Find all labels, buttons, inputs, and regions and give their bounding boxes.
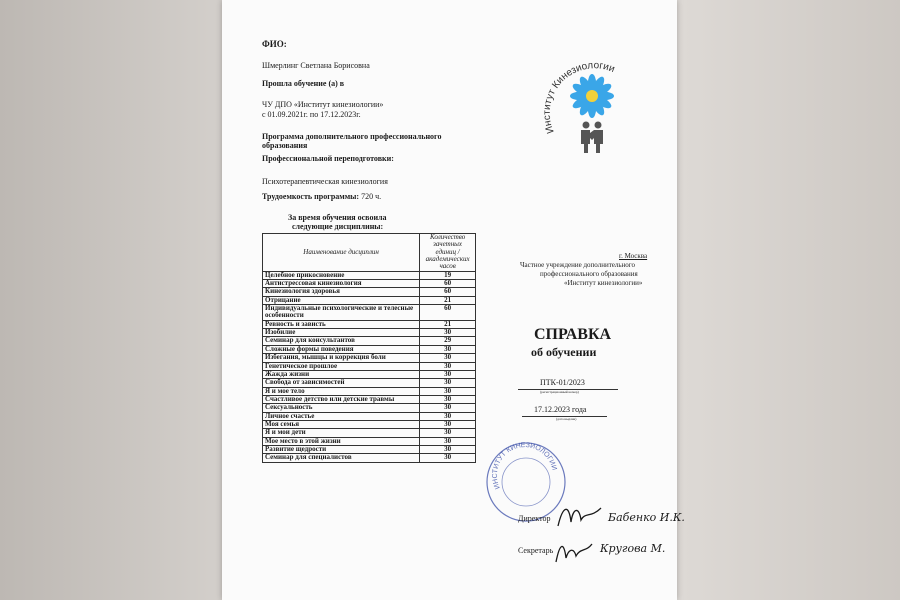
disciplines-intro-line1: За время обучения освоила (288, 213, 387, 222)
background-left (0, 0, 250, 600)
issue-date: 17.12.2023 года (534, 405, 587, 414)
director-signature-mark (555, 500, 605, 530)
table-row (263, 454, 476, 462)
discipline-hours: 29 (420, 337, 476, 345)
discipline-hours: 30 (420, 454, 476, 462)
certificate-title: СПРАВКА (534, 326, 612, 343)
table-row (263, 354, 476, 362)
table-row (263, 379, 476, 387)
registration-caption: (регистрационный номер) (540, 390, 579, 394)
issue-date-caption: (дата выдачи) (556, 417, 577, 421)
discipline-name: Индивидуальные психологические и телесные особенности (263, 305, 420, 321)
workload-value: 720 ч. (361, 192, 382, 201)
secretary-signature: Кругова М. (600, 542, 666, 555)
logo-text: Институт Кинезиологии (542, 60, 617, 135)
discipline-hours: 21 (420, 320, 476, 328)
people-figures-icon (581, 122, 603, 154)
secretary-signature-mark (552, 538, 594, 566)
discipline-hours: 30 (420, 370, 476, 378)
program-label-line1: Программа дополнительного профессионального (262, 132, 442, 141)
fio-label: ФИО: (262, 39, 287, 49)
org-name: ЧУ ДПО «Институт кинезиологии» (262, 100, 384, 109)
director-label: Директор (518, 514, 551, 523)
trained-label: Прошла обучение (а) в (262, 79, 345, 88)
discipline-hours: 21 (420, 296, 476, 304)
fio-value: Шмерлинг Светлана Борисовна (262, 61, 370, 70)
discipline-name: Свобода от зависимостей (263, 379, 420, 387)
disciplines-table (262, 233, 476, 463)
retraining-label: Профессиональной переподготовки: (262, 154, 394, 163)
table-row (263, 288, 476, 296)
institute-logo (542, 52, 647, 157)
workload-label: Трудоемкость программы: (262, 192, 360, 201)
discipline-name: Моя семья (263, 420, 420, 428)
program-name: Психотерапевтическая кинезиология (262, 177, 388, 186)
discipline-hours: 30 (420, 354, 476, 362)
issuer-line1: Частное учреждение дополнительного (520, 261, 635, 269)
registration-number: ПТК-01/2023 (540, 378, 585, 387)
disciplines-intro-line2: следующие дисциплины: (292, 222, 384, 231)
discipline-name: Изобилие (263, 329, 420, 337)
discipline-name: Семинар для консультантов (263, 337, 420, 345)
discipline-name: Я и мои дети (263, 429, 420, 437)
discipline-hours: 60 (420, 305, 476, 321)
issuer-line3: «Институт кинезиологии» (564, 279, 643, 287)
discipline-name: Целебное прикосновение (263, 271, 420, 279)
discipline-hours: 30 (420, 362, 476, 370)
discipline-hours: 30 (420, 404, 476, 412)
table-row (263, 429, 476, 437)
director-signature: Бабенко И.К. (608, 511, 685, 524)
discipline-name: Ревность и зависть (263, 320, 420, 328)
discipline-hours: 30 (420, 329, 476, 337)
discipline-name: Сложные формы поведения (263, 345, 420, 353)
document-page (222, 0, 685, 600)
discipline-hours: 30 (420, 379, 476, 387)
discipline-name: Отрицание (263, 296, 420, 304)
discipline-hours: 60 (420, 280, 476, 288)
disciplines-table-body (263, 271, 476, 462)
discipline-hours: 30 (420, 345, 476, 353)
discipline-hours: 60 (420, 288, 476, 296)
discipline-name: Жажда жизни (263, 370, 420, 378)
discipline-name: Развитие щедрости (263, 445, 420, 453)
table-header-row (263, 234, 476, 272)
discipline-hours: 30 (420, 445, 476, 453)
study-period: с 01.09.2021г. по 17.12.2023г. (262, 110, 361, 119)
flower-icon (570, 74, 614, 118)
discipline-name: Генетическое прошлое (263, 362, 420, 370)
table-row (263, 404, 476, 412)
discipline-name: Антистрессовая кинезиология (263, 280, 420, 288)
secretary-label: Секретарь (518, 546, 554, 555)
discipline-name: Я и мое тело (263, 387, 420, 395)
discipline-hours: 30 (420, 387, 476, 395)
discipline-name: Мое место в этой жизни (263, 437, 420, 445)
issuer-city: г. Москва (619, 252, 648, 260)
discipline-name: Семинар для специалистов (263, 454, 420, 462)
discipline-hours: 30 (420, 437, 476, 445)
discipline-name: Кинезиология здоровья (263, 288, 420, 296)
column-header-units: Количество зачетных единиц / академических часов (420, 234, 476, 272)
discipline-hours: 30 (420, 429, 476, 437)
column-header-name: Наименование дисциплин (263, 234, 420, 272)
stamp-text: ИНСТИТУТ КИНЕЗИОЛОГИИ (491, 442, 558, 491)
table-row (263, 305, 476, 321)
discipline-hours: 30 (420, 412, 476, 420)
discipline-name: Счастливое детство или детские травмы (263, 395, 420, 403)
certificate-subtitle: об обучении (531, 345, 597, 359)
program-label-line2: образования (262, 141, 308, 150)
discipline-name: Избегания, мышцы и коррекция боли (263, 354, 420, 362)
discipline-hours: 30 (420, 420, 476, 428)
discipline-hours: 30 (420, 395, 476, 403)
workload (262, 193, 381, 202)
discipline-name: Личное счастье (263, 412, 420, 420)
issuer-line2: профессионального образования (540, 270, 638, 278)
discipline-hours: 19 (420, 271, 476, 279)
background-right (670, 0, 900, 600)
discipline-name: Сексуальность (263, 404, 420, 412)
